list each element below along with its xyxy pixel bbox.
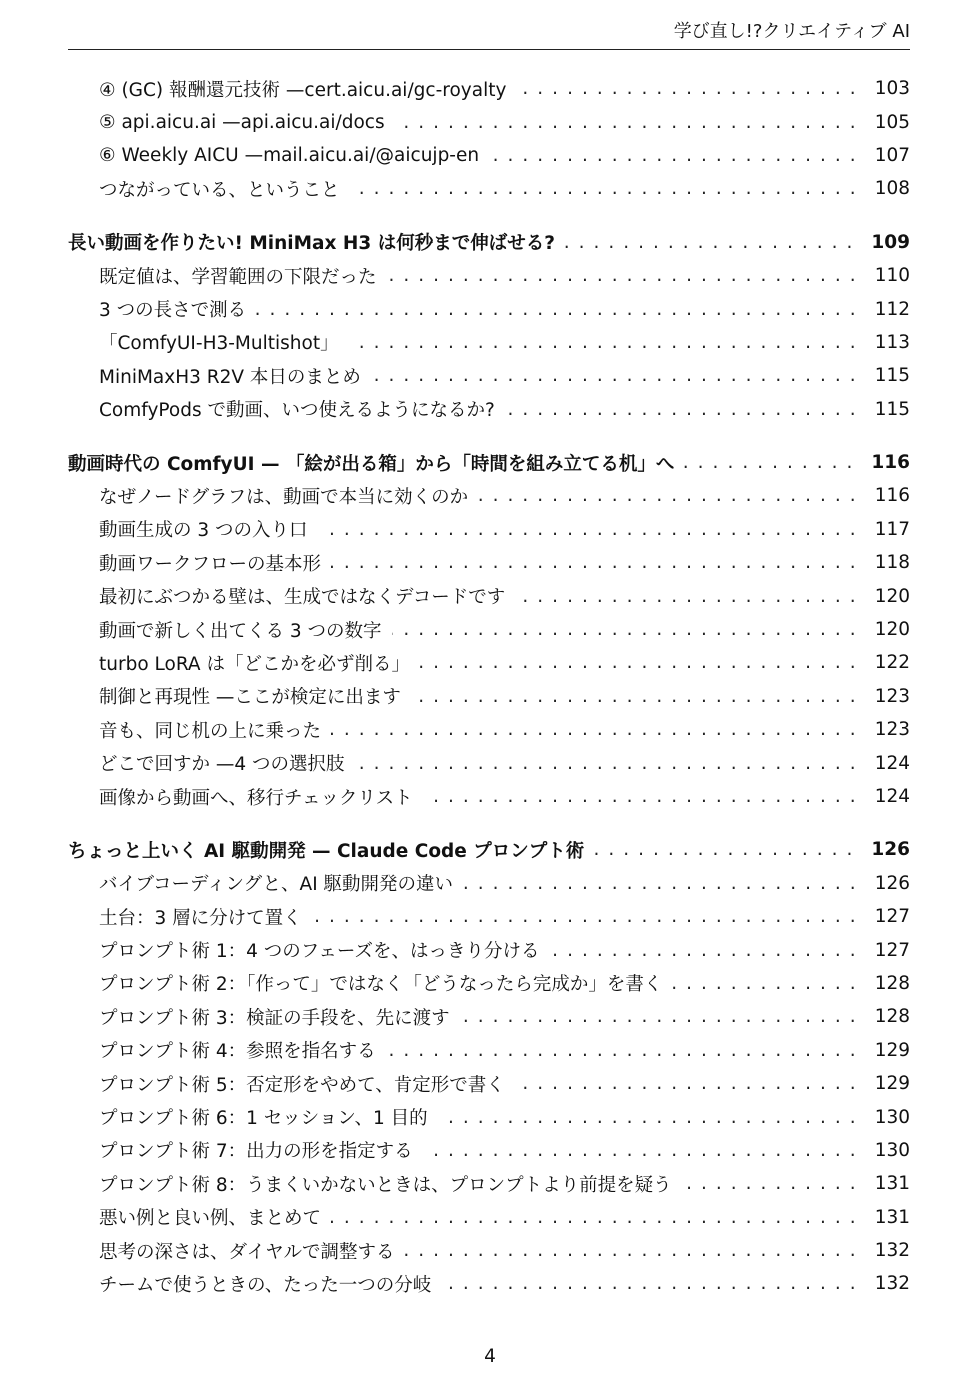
entry-title: 思考の深さは、ダイヤルで調整する [99,1241,395,1263]
entry-title: プロンプト術 6：1 セッション、1 目的 [99,1108,428,1130]
entry-page-number: 118 [874,552,910,574]
entry-title: プロンプト術 4：参照を指名する [99,1041,376,1063]
entry-page-number: 132 [874,1240,910,1262]
dot-leader [515,586,864,607]
book-title: 学び直し!?クリエイティブ AI [673,21,910,42]
running-header [68,18,910,50]
entry-page-number: 123 [874,685,910,707]
entry-page-number: 124 [874,752,910,774]
dot-leader [355,753,865,774]
entry-title: つながっている、ということ [99,179,340,201]
entry-page-number: 105 [874,111,910,133]
entry-title: ComfyPods で動画、いつ使えるようになるか? [99,400,495,422]
entry-title: turbo LoRA は「どこかを必ず削る」 [99,653,410,675]
toc-section-entry[interactable] [68,1034,910,1067]
entry-page-number: 131 [874,1173,910,1195]
entry-title: プロンプト術 5：否定形をやめて、肯定形で書く [99,1074,505,1096]
toc-section-entry[interactable] [68,613,910,646]
entry-title: 長い動画を作りたい! MiniMax H3 は何秒まで伸ばせる? [68,233,555,255]
entry-page-number: 113 [874,331,910,353]
entry-page-number: 129 [874,1039,910,1061]
toc-section-entry[interactable] [68,680,910,713]
page-number: 4 [484,1346,496,1367]
entry-page-number: 124 [874,786,910,807]
dot-leader [478,485,865,506]
dot-leader [387,265,865,286]
dot-leader [438,1107,865,1128]
dot-leader [516,78,864,99]
entry-page-number: 128 [874,972,910,994]
dot-leader [312,906,865,927]
toc-section-entry[interactable] [68,646,910,679]
dot-leader [460,1006,865,1027]
entry-page-number: 120 [874,585,910,607]
dot-leader [441,1273,864,1294]
entry-page-number: 130 [874,1106,910,1128]
dot-leader [395,112,865,133]
entry-page-number: 103 [874,78,910,100]
toc-chapter-entry[interactable] [68,833,910,866]
entry-title: ⑥ Weekly AICU —mail.aicu.ai/@aicujp-en [99,144,480,166]
toc-section-entry[interactable] [68,513,910,546]
toc-section-entry[interactable] [68,359,910,392]
dot-leader [682,1173,865,1194]
entry-page-number: 126 [871,839,910,861]
toc-section-entry[interactable] [68,713,910,746]
entry-title: MiniMaxH3 R2V 本日のまとめ [99,366,361,388]
entry-title: プロンプト術 8：うまくいかないときは、プロンプトより前提を疑う [99,1174,672,1196]
toc-section-entry[interactable] [68,139,910,172]
toc-section-entry[interactable] [68,1000,910,1033]
entry-title: プロンプト術 2：「作って」ではなく「どうなったら完成か」を書く [99,974,663,996]
entry-title: ④ (GC) 報酬還元技術 —cert.aicu.ai/gc-royalty [99,79,507,101]
table-of-contents [68,72,910,1301]
entry-title: 動画生成の 3 つの入り口 [99,520,308,542]
dot-leader [672,973,864,994]
dot-leader [594,839,861,860]
entry-page-number: 115 [874,398,910,420]
toc-section-entry[interactable] [68,393,910,426]
toc-chapter-entry[interactable] [68,446,910,479]
chapter-spacer [68,426,910,446]
dot-leader [489,145,865,166]
toc-section-entry[interactable] [68,780,910,813]
chapter-spacer [68,206,910,226]
toc-section-entry[interactable] [68,933,910,966]
toc-chapter-entry[interactable] [68,226,910,259]
chapter-spacer [68,813,910,833]
toc-section-entry[interactable] [68,292,910,325]
dot-leader [420,652,865,673]
toc-section-entry[interactable] [68,1067,910,1100]
entry-title: 3 つの長さで測る [99,300,247,322]
entry-title: 画像から動画へ、移行チェックリスト [99,787,413,809]
entry-page-number: 108 [874,178,910,200]
entry-title: 悪い例と良い例、まとめて [99,1208,322,1230]
toc-section-entry[interactable] [68,1100,910,1133]
dot-leader [423,786,865,807]
entry-title: バイブコーディングと、AI 駆動開発の違い [99,874,454,896]
entry-page-number: 127 [874,906,910,928]
dot-leader [350,178,865,199]
toc-section-entry[interactable] [68,546,910,579]
dot-leader [386,1040,865,1061]
dot-leader [392,619,865,640]
dot-leader [505,399,865,420]
toc-section-entry[interactable] [68,746,910,779]
dot-leader [515,1073,865,1094]
dot-leader [565,232,861,253]
entry-page-number: 116 [874,485,910,507]
toc-section-entry[interactable] [68,72,910,105]
toc-section-entry[interactable] [68,172,910,205]
dot-leader [423,1140,865,1161]
entry-page-number: 123 [874,719,910,741]
entry-page-number: 130 [874,1139,910,1161]
dot-leader [331,719,865,740]
entry-title: 動画ワークフローの基本形 [99,553,322,575]
dot-leader [463,873,865,894]
toc-section-entry[interactable] [68,1267,910,1300]
entry-page-number: 117 [874,518,910,540]
entry-page-number: 110 [874,265,910,287]
entry-title: プロンプト術 7：出力の形を指定する [99,1141,413,1163]
entry-page-number: 115 [874,365,910,387]
dot-leader [349,332,865,353]
toc-section-entry[interactable] [68,579,910,612]
entry-title: プロンプト術 3：検証の手段を、先に渡す [99,1007,450,1029]
entry-title: 制御と再現性 —ここが検定に出ます [99,687,401,709]
toc-section-entry[interactable] [68,900,910,933]
entry-title: ⑤ api.aicu.ai —api.aicu.ai/docs [99,111,385,133]
entry-page-number: 131 [874,1206,910,1228]
toc-section-entry[interactable] [68,479,910,512]
dot-leader [256,299,865,320]
entry-page-number: 107 [874,144,910,166]
toc-section-entry[interactable] [68,1167,910,1200]
entry-page-number: 120 [874,619,910,641]
dot-leader [411,686,865,707]
entry-title: プロンプト術 1：4 つのフェーズを、はっきり分ける [99,941,540,963]
entry-title: 最初にぶつかる壁は、生成ではなくデコードです [99,587,506,609]
toc-section-entry[interactable] [68,259,910,292]
dot-leader [404,1240,864,1261]
toc-section-entry[interactable] [68,1134,910,1167]
entry-page-number: 128 [874,1006,910,1028]
entry-title: なぜノードグラフは、動画で本当に効くのか [99,486,469,508]
dot-leader [331,1207,865,1228]
entry-page-number: 129 [874,1073,910,1095]
toc-section-entry[interactable] [68,326,910,359]
entry-title: どこで回すか —4 つの選択肢 [99,754,345,776]
toc-section-entry[interactable] [68,1234,910,1267]
entry-title: 音も、同じ机の上に乗った [99,720,322,742]
entry-title: 動画時代の ComfyUI — 「絵が出る箱」から「時間を組み立てる机」へ [68,453,675,475]
entry-page-number: 112 [874,298,910,320]
dot-leader [684,452,861,473]
entry-page-number: 122 [874,652,910,674]
entry-page-number: 116 [871,452,910,474]
toc-section-entry[interactable] [68,967,910,1000]
entry-page-number: 109 [871,231,910,253]
dot-leader [318,519,865,540]
entry-page-number: 126 [874,872,910,894]
dot-leader [371,365,865,386]
entry-title: 「ComfyUI-H3-Multishot」 [99,333,339,355]
entry-page-number: 127 [874,939,910,961]
entry-title: 土台：3 層に分けて置く [99,907,302,929]
entry-title: 既定値は、学習範囲の下限だった [99,266,377,288]
dot-leader [331,552,865,573]
dot-leader [549,940,864,961]
entry-title: ちょっと上いく AI 駆動開発 — Claude Code プロンプト術 [68,840,585,862]
entry-title: チームで使うときの、たった一つの分岐 [99,1274,432,1296]
toc-section-entry[interactable] [68,867,910,900]
toc-section-entry[interactable] [68,1201,910,1234]
entry-page-number: 132 [874,1273,910,1295]
entry-title: 動画で新しく出てくる 3 つの数字 [99,620,382,642]
toc-section-entry[interactable] [68,105,910,138]
